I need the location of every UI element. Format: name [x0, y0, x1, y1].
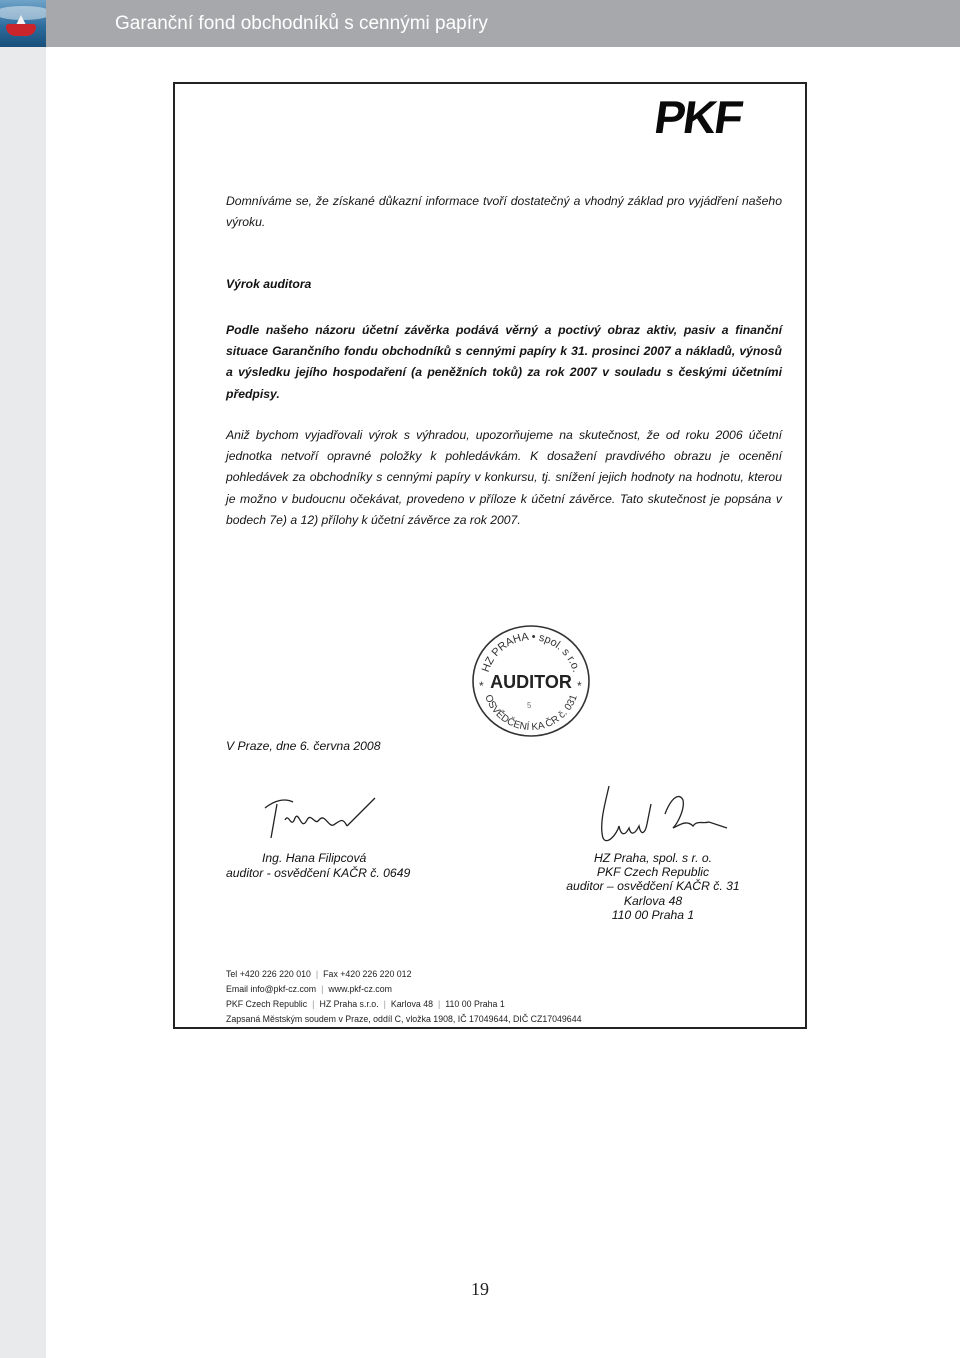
footer-separator: |	[437, 999, 441, 1009]
footer-separator: |	[383, 999, 386, 1009]
footer-separator: |	[312, 999, 315, 1009]
footer-tel: Tel +420 226 220 010	[226, 969, 311, 979]
header-bar	[0, 0, 960, 47]
wave-shape	[0, 6, 46, 20]
stamp-star-left: *	[479, 679, 484, 693]
auditor-left-block	[226, 851, 410, 880]
stamp-graphic	[469, 622, 593, 740]
letterhead-footer	[226, 967, 581, 1027]
paragraph-emphasis: Aniž bychom vyjadřovali výrok s výhradou, upozorňujeme na skutečnost, že od roku 2006 účetní jednotka netvoří opravné položky k pohledávkám. K dosažení pravdivého obrazu je ocenění pohledávek za obchodníky s cennými papíry v konkursu, tj. snížení jejich hodnoty na hodnotu, kterou je možno v budoucnu očekávat, provedeno v příloze k účetní závěrce. Tato skutečnost je popsána v bodech 7e) a 12) přílohy k účetní závěrce za rok 2007.	[226, 428, 782, 527]
paragraph-opinion: Podle našeho názoru účetní závěrka podává věrný a poctivý obraz aktiv, pasiv a finanční situace Garančního fondu obchodníků s cennými papíry k 31. prosinci 2007 a nákladů, výnosů a výsledku jejího hospodaření (a peněžních toků) za rok 2007 v souladu s českými účetními předpisy.	[226, 323, 782, 401]
auditor-left-license: auditor - osvědčení KAČR č. 0649	[226, 865, 411, 880]
paragraph-evidence: Domníváme se, že získané důkazní informace tvoří dostatečný a vhodný základ pro vyjádření našeho výroku.	[226, 194, 782, 230]
header-title: Garanční fond obchodníků s cennými papíry	[115, 13, 488, 34]
auditor-right-line3: auditor – osvědčení KAČR č. 31	[566, 879, 740, 894]
auditor-left-name: Ing. Hana Filipcová	[262, 851, 367, 865]
pkf-logo: PKF	[651, 91, 745, 143]
stamp-center-text: AUDITOR	[490, 672, 572, 692]
footer-registry: Zapsaná Městským soudem v Praze, oddíl C, vložka 1908, IČ 17049644, DIČ CZ17049644	[226, 1014, 582, 1024]
footer-separator: |	[315, 969, 319, 979]
footer-email: Email info@pkf-cz.com	[226, 984, 317, 994]
footer-fax: Fax +420 226 220 012	[323, 969, 412, 979]
place-date: V Praze, dne 6. června 2008	[226, 739, 381, 753]
auditor-right-block	[553, 851, 753, 922]
footer-web: www.pkf-cz.com	[328, 984, 392, 994]
auditor-right-line2: PKF Czech Republic	[596, 865, 710, 880]
auditor-right-line1: HZ Praha, spol. s r. o.	[593, 851, 713, 865]
signature-left	[255, 790, 385, 850]
footer-line3	[226, 997, 581, 1012]
scanned-document	[173, 82, 807, 1029]
header-logo-image	[0, 0, 46, 47]
section-heading: Výrok auditora	[226, 277, 312, 291]
footer-hz: HZ Praha s.r.o.	[319, 999, 379, 1009]
footer-line2	[226, 982, 581, 997]
stamp-bottom-text: OSVĚDČENÍ KA ČR č. 031	[482, 693, 580, 734]
footer-separator: |	[321, 984, 324, 994]
auditor-right-line4: Karlova 48	[623, 893, 683, 908]
signature-right	[587, 784, 737, 854]
auditor-right-line5: 110 00 Praha 1	[611, 907, 695, 922]
page-number: 19	[471, 1279, 489, 1299]
footer-line1	[226, 967, 581, 982]
footer-company: PKF Czech Republic	[226, 999, 308, 1009]
left-margin-strip	[0, 0, 46, 1358]
stamp-star-right: *	[577, 679, 582, 693]
footer-city: 110 00 Praha 1	[445, 999, 505, 1009]
boat-shape	[6, 24, 36, 36]
footer-street: Karlova 48	[390, 999, 433, 1009]
stamp-mark: 5	[527, 701, 532, 710]
stamp-top-text: HZ PRAHA • spol. s r.o.	[479, 630, 583, 674]
auditor-stamp	[469, 622, 593, 740]
